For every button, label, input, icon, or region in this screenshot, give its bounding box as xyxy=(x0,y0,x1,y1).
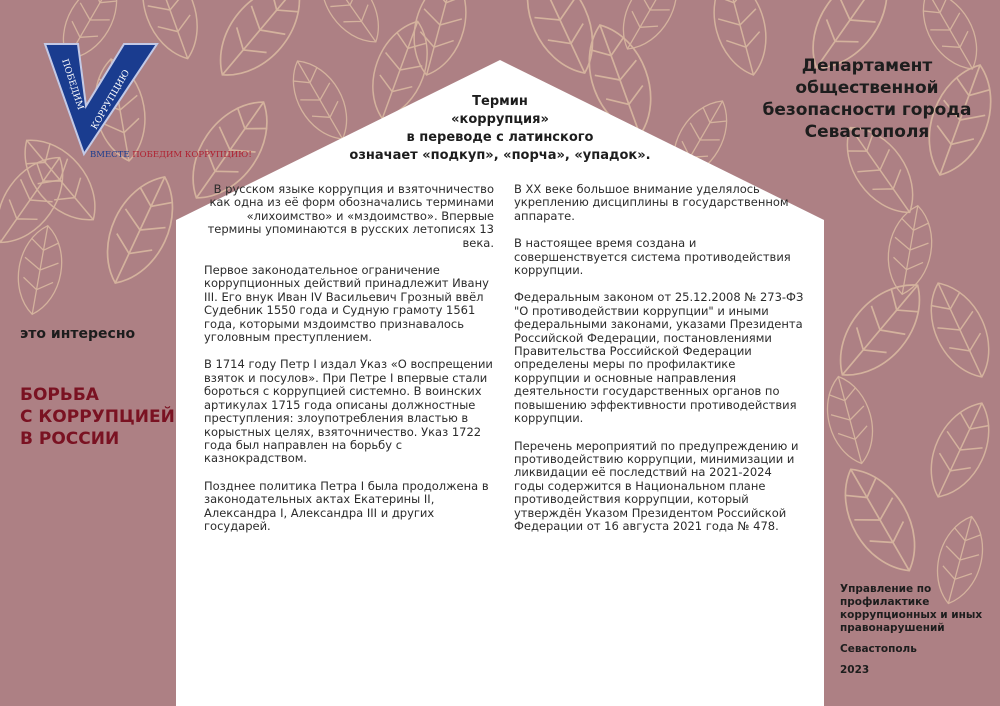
logo-slogan xyxy=(90,150,252,160)
paragraph: Первое законодательное ограничение коррупционных действий принадлежит Ивану III. Его внук Иван IV Васильевич Грозный ввёл Судебник 1550 года и Судную грамоту 1561 года, которыми мздоимство признавалось уголовным преступлением. xyxy=(204,263,489,345)
term-line: «коррупция» xyxy=(451,112,549,127)
anti-corruption-logo xyxy=(40,40,250,170)
paragraph: В русском языке коррупция и взяточничество как одна из её форм обозначались терминами «лихоимство» и «мздоимство». Впервые термины упоминаются в русских летописях 13 века. xyxy=(207,182,494,250)
paragraph: Федеральным законом от 25.12.2008 № 273-ФЗ "О противодействии коррупции" и иными федеральными законами, указами Президента Российской Федерации, постановлениями Правительства Российской Федерации определены меры по профилактике коррупции и основные направления деятельности государственных органов по повышению эффективности противодействия коррупции. xyxy=(514,290,804,426)
footer-year: 2023 xyxy=(840,664,870,676)
left-text-column xyxy=(204,183,494,547)
leaflet-title-line: В РОССИИ xyxy=(20,429,120,449)
leaflet-title xyxy=(20,384,180,450)
paragraph: В настоящее время создана и совершенствуется система противодействия коррупции. xyxy=(514,236,791,278)
footer-info xyxy=(840,583,990,685)
logo-text-bottom: КОРРУПЦИЮ xyxy=(89,68,133,132)
paragraph: В 1714 году Петр I издал Указ «О воспрещении взяток и посулов». При Петре I впервые стали бороться с коррупцией системно. В воинских артикулах 1715 года описаны должностные преступления: злоупотребления властью в корыстных целях, взяточничество. Указ 1722 года был направлен на борьбу с казнокрадством. xyxy=(204,357,493,466)
section-tag: это интересно xyxy=(20,326,136,342)
footer-city: Севастополь xyxy=(840,643,917,655)
term-line: в переводе с латинского xyxy=(406,130,594,145)
paragraph: Перечень мероприятий по предупреждению и противодействию коррупции, минимизации и ликвидации её последствий на 2021-2024 годы содержится в Национальном плане противодействия коррупции, который утверждён Указом Президентом Российской Федерации от 16 августа 2021 года № 478. xyxy=(514,438,799,533)
logo-slogan-part2: ПОБЕДИМ КОРРУПЦИЮ! xyxy=(129,150,252,160)
leaflet-title-line: БОРЬБА xyxy=(20,385,99,405)
term-definition xyxy=(330,93,670,165)
paragraph: Позднее политика Петра I была продолжена в законодательных актах Екатерины II, Александра I, Александра III и других государей. xyxy=(204,478,489,533)
logo-slogan-part1: ВМЕСТЕ xyxy=(90,150,130,160)
paragraph: В XX веке большое внимание уделялось укреплению дисциплины в государственном аппарате. xyxy=(514,182,789,223)
department-title: Департамент общественной безопасности города Севастополя xyxy=(762,56,972,142)
issuing-office: Управление по профилактике коррупционных и иных правонарушений xyxy=(840,583,983,634)
term-line: означает «подкуп», «порча», «упадок». xyxy=(349,148,651,163)
right-text-column xyxy=(514,183,804,547)
v-shield-icon xyxy=(40,40,160,160)
term-line: Термин xyxy=(472,94,528,109)
logo-text-top: ПОБЕДИМ xyxy=(59,57,85,112)
leaflet-title-line: С КОРРУПЦИЕЙ xyxy=(20,407,175,427)
